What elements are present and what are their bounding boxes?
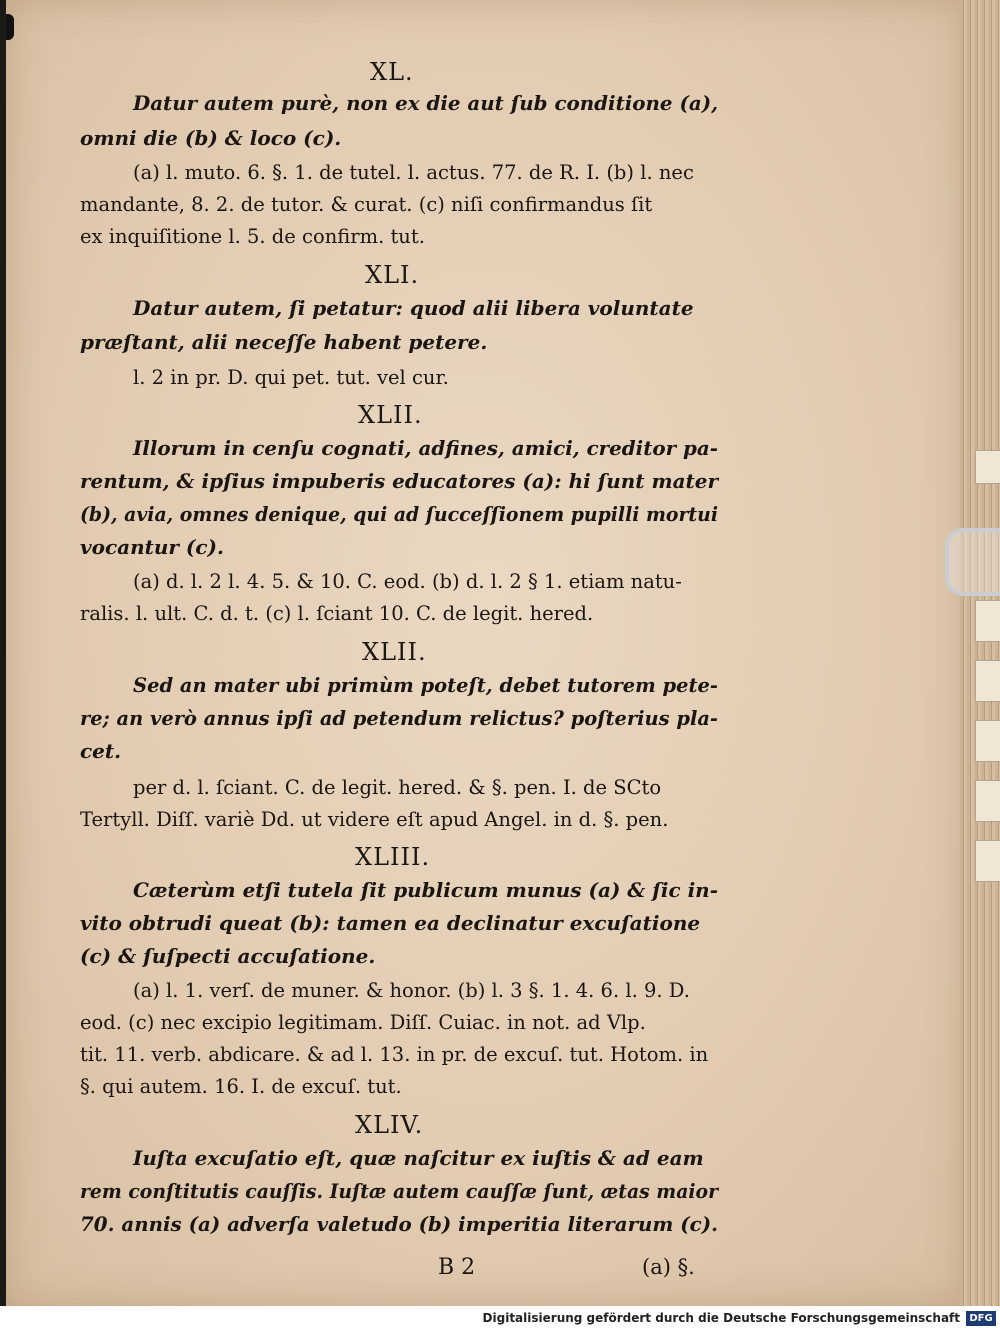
text-line: per d. l. ſciant. C. de legit. hered. & §. pen. I. de SCto (133, 776, 662, 799)
text-line: vocantur (c). (80, 535, 224, 559)
section-heading: XLIV. (355, 1111, 424, 1139)
text-line: rem conſtitutis cauſſis. Iuſtæ autem cauſſæ ſunt, ætas maior (80, 1179, 718, 1203)
index-tab (975, 600, 1000, 642)
text-line: Sed an mater ubi primùm poteſt, debet tutorem pete- (133, 673, 718, 697)
index-tab (975, 780, 1000, 822)
signature-mark: B 2 (438, 1255, 476, 1280)
text-line: Illorum in cenſu cognati, adfines, amici, creditor pa- (133, 436, 718, 460)
paper-clip (945, 528, 1000, 596)
page-edges (960, 0, 1000, 1306)
index-tab (975, 840, 1000, 882)
text-line: tit. 11. verb. abdicare. & ad l. 13. in pr. de excuſ. tut. Hotom. in (80, 1043, 709, 1066)
text-line: 70. annis (a) adverſa valetudo (b) imperitia literarum (c). (80, 1212, 718, 1236)
section-heading: XLI. (365, 261, 420, 289)
text-line: omni die (b) & loco (c). (80, 126, 342, 150)
text-line: re; an verò annus ipſi ad petendum relictus? poſterius pla- (80, 706, 718, 730)
text-line: eod. (c) nec excipio legitimam. Diſſ. Cuiac. in not. ad Vlp. (80, 1011, 646, 1034)
text-line: ralis. l. ult. C. d. t. (c) l. ſciant 10. C. de legit. hered. (80, 602, 594, 625)
section-heading: XLII. (358, 401, 423, 429)
footer-bar (0, 1306, 1000, 1331)
text-line: (b), avia, omnes denique, qui ad ſucceſſionem pupilli mortui (80, 502, 718, 526)
text-line: (a) l. muto. 6. §. 1. de tutel. l. actus. 77. de R. I. (b) l. nec (133, 161, 694, 184)
text-line: l. 2 in pr. D. qui pet. tut. vel cur. (133, 366, 449, 389)
index-tab (975, 720, 1000, 762)
catchword: (a) §. (642, 1255, 695, 1279)
text-line: §. qui autem. 16. I. de excuſ. tut. (80, 1075, 402, 1098)
index-tab (975, 660, 1000, 702)
text-line: præſtant, alii neceſſe habent petere. (80, 330, 488, 354)
text-line: rentum, & ipſius impuberis educatores (a): hi ſunt mater (80, 469, 718, 493)
text-line: Iuſta excuſatio eſt, quæ naſcitur ex iuſtis & ad eam (133, 1146, 704, 1170)
section-heading: XL. (370, 58, 414, 86)
section-heading: XLII. (362, 638, 427, 666)
text-line: Datur autem purè, non ex die aut ſub conditione (a), (133, 91, 718, 115)
text-line: ex inquiſitione l. 5. de confirm. tut. (80, 225, 425, 248)
text-line: Cæterùm etſi tutela ſit publicum munus (a) & ſic in- (133, 878, 718, 902)
text-line: (a) l. 1. verſ. de muner. & honor. (b) l. 3 §. 1. 4. 6. l. 9. D. (133, 979, 690, 1002)
dfg-logo: DFG (966, 1311, 996, 1326)
binding-shadow (6, 14, 14, 40)
text-line: vito obtrudi queat (b): tamen ea declinatur excuſatione (80, 911, 701, 935)
text-line: (c) & ſuſpecti accuſatione. (80, 944, 376, 968)
text-line: (a) d. l. 2 l. 4. 5. & 10. C. eod. (b) d. l. 2 § 1. etiam natu- (133, 570, 682, 593)
book-page (6, 0, 966, 1306)
index-tab (975, 450, 1000, 484)
section-heading: XLIII. (355, 843, 431, 871)
funding-credit: Digitalisierung gefördert durch die Deutsche Forschungsgemeinschaft (482, 1311, 960, 1325)
text-line: Datur autem, ſi petatur: quod alii libera voluntate (133, 296, 694, 320)
text-line: mandante, 8. 2. de tutor. & curat. (c) niſi confirmandus ſit (80, 193, 653, 216)
text-line: cet. (80, 739, 122, 763)
text-line: Tertyll. Diſſ. variè Dd. ut videre eſt apud Angel. in d. §. pen. (80, 808, 669, 831)
